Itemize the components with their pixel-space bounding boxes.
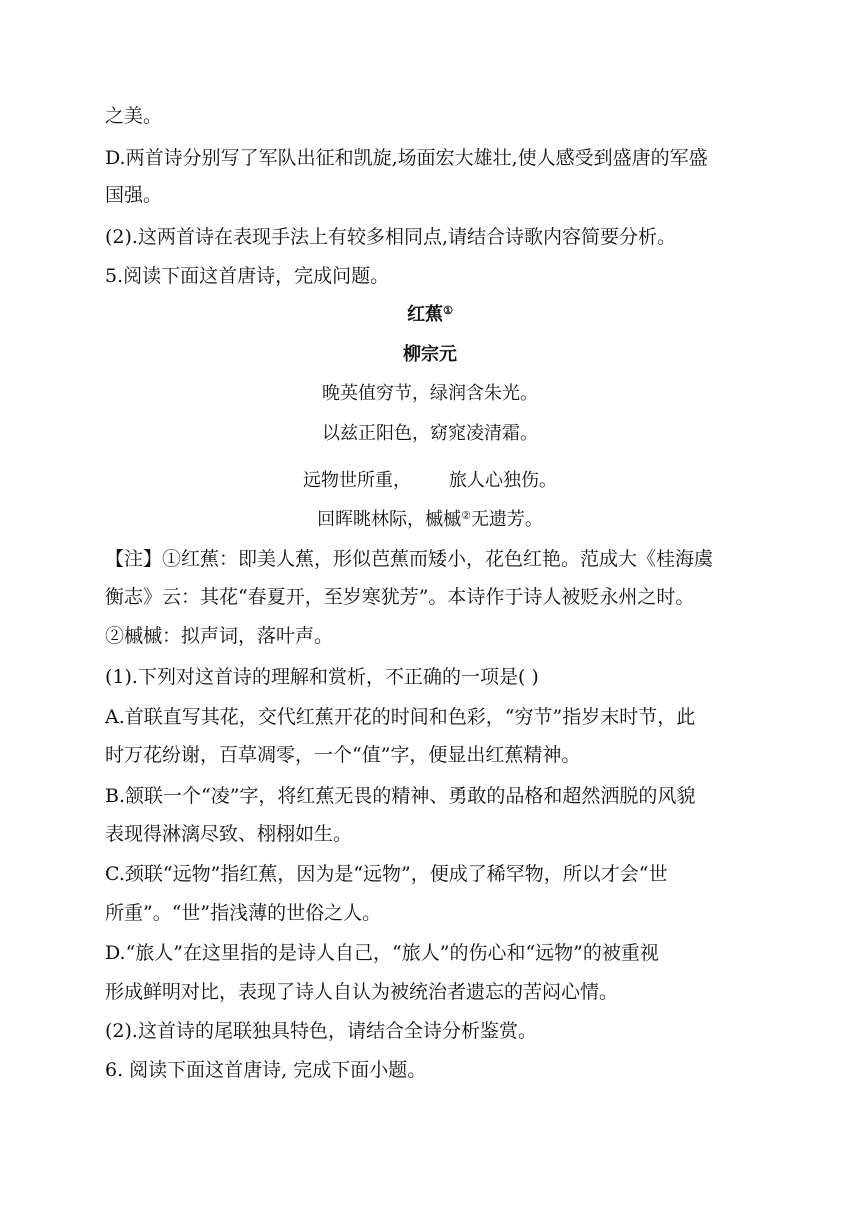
option-d-text: D.“旅人”在这里指的是诗人自己，“旅人”的伤心和“远物”的被重视 <box>105 942 659 964</box>
poem-line: 晚英值穷节，绿润含朱光。 <box>322 383 538 404</box>
option-b-text: B.颔联一个“凌”字，将红蕉无畏的精神、勇敢的品格和超然洒脱的风貌 <box>105 785 696 807</box>
question-text: (1).下列对这首诗的理解和赏析，不正确的一项是( ) <box>105 666 539 688</box>
option-b-text: 表现得淋漓尽致、栩栩如生。 <box>105 823 353 845</box>
note-text: 【注】①红蕉：即美人蕉，形似芭蕉而矮小，花色红艳。范成大《桂海虞 <box>105 548 714 570</box>
option-d-text: D.两首诗分别写了军队出征和凯旋,场面宏大雄壮,使人感受到盛唐的军盛 <box>105 147 708 169</box>
footnote-mark: ② <box>461 509 471 522</box>
option-a-text: A.首联直写其花，交代红蕉开花的时间和色彩，“穷节”指岁末时节，此 <box>105 706 696 728</box>
poem-line-part: 旅人心独伤。 <box>449 470 557 491</box>
poem-title <box>0 303 860 327</box>
poem-line: 以兹正阳色，窈窕凌清霜。 <box>322 423 538 444</box>
question-heading: 5.阅读下面这首唐诗，完成问题。 <box>105 265 390 287</box>
option-a-text: 时万花纷谢，百草凋零，一个“值”字，便显出红蕉精神。 <box>105 744 581 766</box>
note-text: 衡志》云：其花“春夏开，至岁寒犹芳”。本诗作于诗人被贬永州之时。 <box>105 586 695 608</box>
question-text: (2).这两首诗在表现手法上有较多相同点,请结合诗歌内容简要分析。 <box>105 226 676 248</box>
option-c-text: 所重”。“世”指浅薄的世俗之人。 <box>105 902 382 924</box>
poem-line-part: 远物世所重， <box>303 470 411 491</box>
footnote-mark: ① <box>443 304 453 317</box>
question-text: (2).这首诗的尾联独具特色，请结合全诗分析鉴赏。 <box>105 1020 537 1042</box>
option-d-text: 形成鲜明对比，表现了诗人自认为被统治者遗忘的苦闷心情。 <box>105 981 619 1003</box>
poem-line <box>0 508 860 532</box>
poem-author: 柳宗元 <box>403 344 457 365</box>
poem-line-part: 回晖眺林际，槭槭 <box>317 509 462 530</box>
option-c-text: C.颈联“远物”指红蕉，因为是“远物”，便成了稀罕物，所以才会“世 <box>105 863 668 885</box>
text-line: 之美。 <box>105 105 163 127</box>
text-line: 国强。 <box>105 184 163 206</box>
poem-title-text: 红蕉 <box>407 304 444 325</box>
question-heading: 6. 阅读下面这首唐诗, 完成下面小题。 <box>105 1059 427 1081</box>
poem-line-part: 无遗芳。 <box>470 509 543 530</box>
note-text: ②槭槭：拟声词，落叶声。 <box>105 625 334 647</box>
poem-line <box>0 469 860 493</box>
